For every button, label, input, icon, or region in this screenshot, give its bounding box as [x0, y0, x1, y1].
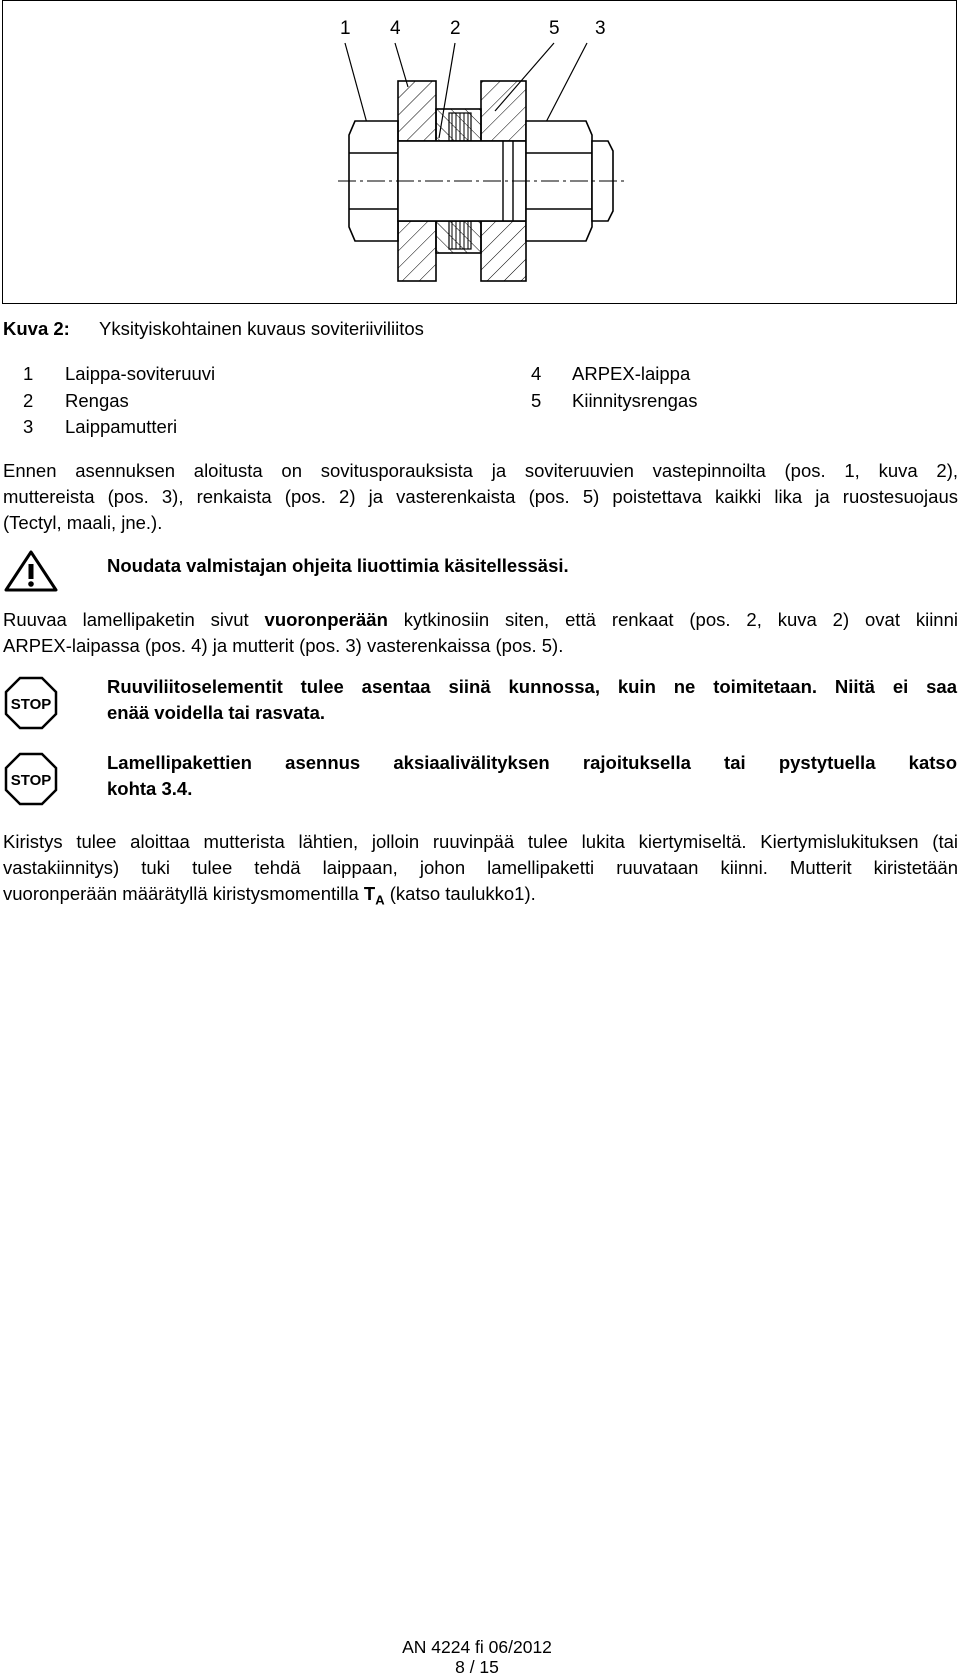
- document-id: AN 4224 fi 06/2012: [402, 1637, 552, 1657]
- legend-label: Laippa-soviteruuvi: [65, 363, 216, 384]
- legend-number: 5: [531, 390, 542, 411]
- stop-sign-label: STOP: [10, 772, 52, 789]
- paragraph-line: Kiristys tulee aloittaa mutterista lähtien, jolloin ruuvinpää tulee lukita kiertymiseltä. Kiertymislukituksen (tai: [3, 831, 958, 852]
- intro-paragraph: [3, 458, 958, 536]
- figure-caption-text: Yksityiskohtainen kuvaus soviteriiviliitos: [99, 318, 424, 339]
- paragraph-line: [3, 881, 958, 914]
- figure-frame: [2, 0, 957, 304]
- stop-notice-line: kohta 3.4.: [107, 778, 193, 799]
- emphasis-text: vuoronperään: [264, 609, 388, 630]
- bolt-connection-drawing: [3, 1, 958, 305]
- paragraph-line: ARPEX-laipassa (pos. 4) ja mutterit (pos. 3) vasterenkaissa (pos. 5).: [3, 635, 564, 656]
- paragraph-line: [3, 607, 958, 633]
- stop-sign-label: STOP: [10, 696, 52, 713]
- page-number: 8 / 15: [455, 1657, 499, 1677]
- legend-label: Kiinnitysrengas: [572, 390, 698, 411]
- paragraph-text: kytkinosiin siten, että renkaat (pos. 2, kuva 2) ovat kiinni: [387, 609, 958, 630]
- legend-number: 4: [531, 363, 542, 384]
- paragraph-line: muttereista (pos. 3), renkaista (pos. 2) ja vasterenkaista (pos. 5) poistettava kaikki lika ja ruostesuojaus: [3, 486, 958, 507]
- paragraph-line: Ennen asennuksen aloitusta on sovitusporauksista ja soviteruuvien vastepinnoilta (pos. 1, kuva 2),: [3, 460, 958, 481]
- callout-label: 2: [450, 18, 461, 39]
- paragraph-line: vastakiinnitys) tuki tulee tehdä laippaan, johon lamellipaketti ruuvataan kiinni. Mutterit kiristetään: [3, 857, 958, 878]
- stop-sign-icon: [4, 752, 58, 811]
- torque-symbol: T: [363, 883, 376, 904]
- legend-label: Rengas: [65, 390, 129, 411]
- legend-number: 2: [23, 390, 34, 411]
- stop-notice-line: enää voidella tai rasvata.: [107, 702, 326, 723]
- callout-label: 1: [340, 18, 351, 39]
- legend-label: ARPEX-laippa: [572, 363, 691, 384]
- stop-sign-icon: [4, 676, 58, 735]
- stop-notice-line: Ruuviliitoselementit tulee asentaa siinä kunnossa, kuin ne toimitetaan. Niitä ei saa: [107, 676, 957, 697]
- callout-label: 4: [390, 18, 401, 39]
- figure-caption-label: Kuva 2:: [3, 318, 70, 339]
- paragraph-line: (Tectyl, maali, jne.).: [3, 512, 163, 533]
- warning-triangle-icon: [3, 549, 59, 598]
- paragraph-text: vuoronperään määrätyllä kiristysmomentilla: [3, 883, 364, 904]
- legend-number: 1: [23, 363, 34, 384]
- paragraph-text: Ruuvaa lamellipaketin sivut: [3, 609, 265, 630]
- callout-label: 5: [549, 18, 560, 39]
- assembly-paragraph: [3, 607, 958, 659]
- tightening-paragraph: [3, 829, 958, 914]
- legend-number: 3: [23, 416, 34, 437]
- callout-label: 3: [595, 18, 606, 39]
- torque-subscript: A: [375, 892, 385, 908]
- stop-notice-line: Lamellipakettien asennus aksiaalivälityksen rajoituksella tai pystytuella katso: [107, 752, 957, 773]
- paragraph-text: (katso taulukko1).: [384, 883, 536, 904]
- legend-label: Laippamutteri: [65, 416, 178, 437]
- warning-text: Noudata valmistajan ohjeita liuottimia käsitellessäsi.: [107, 555, 569, 576]
